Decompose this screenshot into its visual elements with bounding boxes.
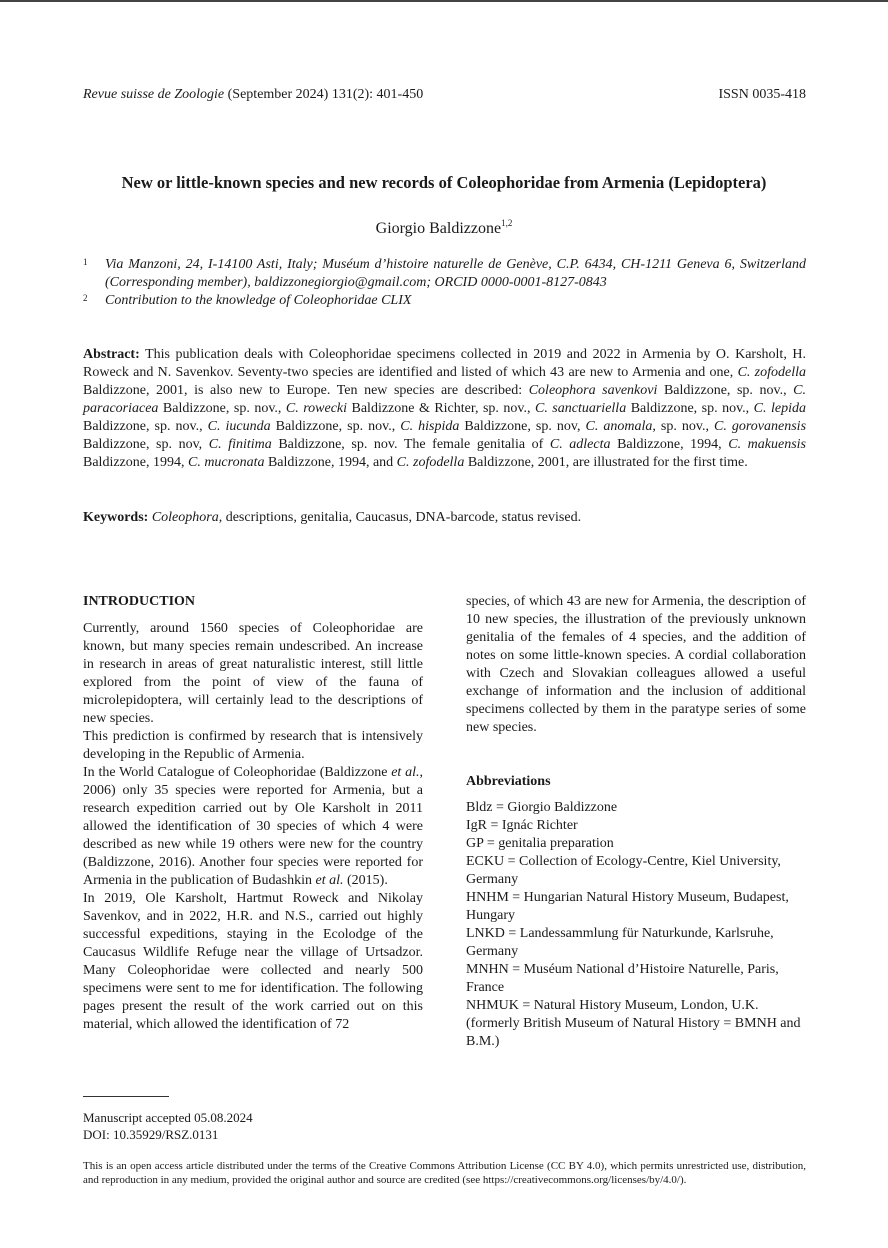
text-run: Baldizzone, sp. nov., [158, 401, 286, 416]
journal-name: Revue suisse de Zoologie [83, 87, 225, 102]
italic-text: Coleophora savenkovi [528, 383, 658, 398]
text-run: Baldizzone, sp. nov., [657, 383, 794, 398]
text-run: Currently, around 1560 species of Coleophoridae are known, but many species remain undescribed. An increase in research in areas of great naturalistic interest, still little explored from the point of view of the fauna of microlepidoptera, will certainly lead to the descriptions of new species. [83, 621, 423, 726]
text-run: Baldizzone, 2001, are illustrated for the first time. [464, 455, 748, 470]
keywords-body [148, 510, 581, 525]
italic-text: C. iucunda [207, 419, 271, 434]
text-run: Baldizzone & Richter, sp. nov., [347, 401, 535, 416]
text-run: This prediction is confirmed by research that is intensively developing in the Republic of Armenia. [83, 729, 423, 762]
abbreviation-item: LNKD = Landessammlung für Naturkunde, Karlsruhe, Germany [466, 926, 774, 959]
italic-text: C. adlecta [549, 437, 611, 452]
italic-text: C. rowecki [285, 401, 348, 416]
manuscript-info [83, 1109, 253, 1143]
article-title: New or little-known species and new records of Coleophoridae from Armenia (Lepidoptera) [121, 173, 767, 192]
abbreviations-list [466, 799, 806, 1051]
column-left [83, 593, 423, 1034]
abbreviation-item: IgR = Ignác Richter [466, 818, 578, 833]
abbreviation-item: GP = genitalia preparation [466, 836, 614, 851]
italic-text: C. lepida [753, 401, 806, 416]
abbreviation-item: HNHM = Hungarian Natural History Museum, Budapest, Hungary [466, 890, 789, 923]
intro-paragraph [83, 620, 423, 728]
journal-citation [83, 86, 423, 104]
italic-text: C. anomala [585, 419, 653, 434]
text-run: , 2006) only 35 species were reported for Armenia, but a research expedition carried out by Ole Karsholt in 2011 allowed the identification of 30 species of which 4 were described as new while 19 others were new for the country (Baldizzone, 2016). Another four species were reported for Armenia in the publication of Budashkin [83, 765, 423, 888]
italic-text: C. gorovanensis [714, 419, 807, 434]
intro-paragraph [83, 890, 423, 1034]
italic-text: C. sanctuariella [534, 401, 627, 416]
abbreviation-item: ECKU = Collection of Ecology-Centre, Kiel University, Germany [466, 854, 781, 887]
license-notice: This is an open access article distributed under the terms of the Creative Commons Attribution License (CC BY 4.0), which permits unrestricted use, distribution, and reproduction in any medium, provided the original author and source are credited (see https://creativecommons.org/licenses/by/4.0/). [83, 1160, 806, 1186]
abbreviation-item: MNHN = Muséum National d’Histoire Naturelle, Paris, France [466, 962, 779, 995]
text-run: Baldizzone, 1994, [610, 437, 729, 452]
issue-info: (September 2024) 131(2): 401-450 [224, 87, 424, 102]
abstract-label: Abstract: [83, 347, 140, 362]
italic-text: C. zofodella [737, 365, 807, 380]
italic-text: C. makuensis [728, 437, 806, 452]
affiliation-text: Contribution to the knowledge of Coleophoridae CLIX [105, 293, 412, 308]
author-name: Giorgio Baldizzone [375, 220, 502, 237]
text-run: Baldizzone, 1994, and [264, 455, 397, 470]
text-run: Baldizzone, sp. nov., [626, 401, 754, 416]
manuscript-accepted: Manuscript accepted 05.08.2024 [83, 1110, 253, 1125]
text-run: Baldizzone, sp. nov., [270, 419, 401, 434]
abstract [83, 346, 806, 472]
italic-text: et al. [315, 873, 344, 888]
keywords-label: Keywords: [83, 510, 149, 525]
italic-text: et al. [391, 765, 420, 780]
text-run: In the World Catalogue of Coleophoridae (Baldizzone [83, 765, 392, 780]
column-right [466, 593, 806, 1051]
author-line [0, 218, 888, 238]
italic-text: C. zofodella [396, 455, 465, 470]
text-run: Baldizzone, 1994, [83, 455, 188, 470]
text-run: Baldizzone, sp. nov. The female genitalia of [271, 437, 550, 452]
abbreviation-item: NHMUK = Natural History Museum, London, U.K. (formerly British Museum of Natural History = BMNH and B.M.) [466, 998, 801, 1049]
affiliation-number: 2 [83, 293, 88, 303]
abbreviations-heading: Abbreviations [466, 774, 551, 789]
intro-continuation: species, of which 43 are new for Armenia, the description of 10 new species, the illustration of the previously unknown genitalia of the females of 4 species, and the addition of notes on some little-known species. A cordial collaboration with Czech and Slovakian colleagues allowed a useful exchange of information and the inclusion of additional specimens collected by them in the paratype series of some new species. [466, 594, 806, 735]
text-run: In 2019, Ole Karsholt, Hartmut Roweck and Nikolay Savenkov, and in 2022, H.R. and N.S., carried out highly successful expeditions, staying in the Ecolodge of the Caucasus Wildlife Refuge near the village of Urtsadzor. Many Coleophoridae were collected and nearly 500 specimens were sent to me for identification. The following pages present the result of the work carried out on this material, which allowed the identification of 72 [83, 891, 423, 1032]
doi: DOI: 10.35929/RSZ.0131 [83, 1127, 219, 1142]
text-run: Baldizzone, 2001, is also new to Europe. Ten new species are described: [83, 383, 529, 398]
italic-text: Coleophora [151, 510, 219, 525]
text-run: Baldizzone, sp. nov, [459, 419, 586, 434]
affiliation-number: 1 [83, 257, 88, 267]
keywords [83, 509, 806, 527]
affiliation-2 [83, 292, 806, 310]
italic-text: C. hispida [400, 419, 460, 434]
affiliation-text: Via Manzoni, 24, I-14100 Asti, Italy; Muséum d’histoire naturelle de Genève, C.P. 6434, CH-1211 Geneva 6, Switzerland (Corresponding member), baldizzonegiorgio@gmail.com; ORCID 0000-0001-8127-0843 [105, 257, 806, 290]
text-run: (2015). [343, 873, 388, 888]
text-run: Baldizzone, sp. nov, [83, 437, 209, 452]
introduction-heading: INTRODUCTION [83, 594, 196, 609]
text-run: This publication deals with Coleophoridae specimens collected in 2019 and 2022 in Armenia by O. Karsholt, H. Roweck and N. Savenkov. Seventy-two species are identified and listed of which 43 are new to Armenia and one, [83, 347, 806, 380]
footnote-divider [83, 1096, 169, 1097]
intro-paragraph [83, 728, 423, 764]
abstract-body [83, 347, 806, 470]
text-run: Baldizzone, sp. nov., [83, 419, 208, 434]
italic-text: C. finitima [208, 437, 272, 452]
abbreviation-item: Bldz = Giorgio Baldizzone [466, 800, 618, 815]
issn: ISSN 0035-418 [718, 87, 806, 102]
text-run: , sp. nov., [652, 419, 714, 434]
intro-paragraph [83, 764, 423, 890]
italic-text: C. mucronata [187, 455, 265, 470]
italic-text: C. paracoriacea [83, 383, 806, 416]
author-affiliation-marks: 1,2 [501, 218, 513, 228]
affiliations [83, 256, 806, 310]
affiliation-1 [83, 256, 806, 292]
text-run: , descriptions, genitalia, Caucasus, DNA-barcode, status revised. [218, 510, 582, 525]
